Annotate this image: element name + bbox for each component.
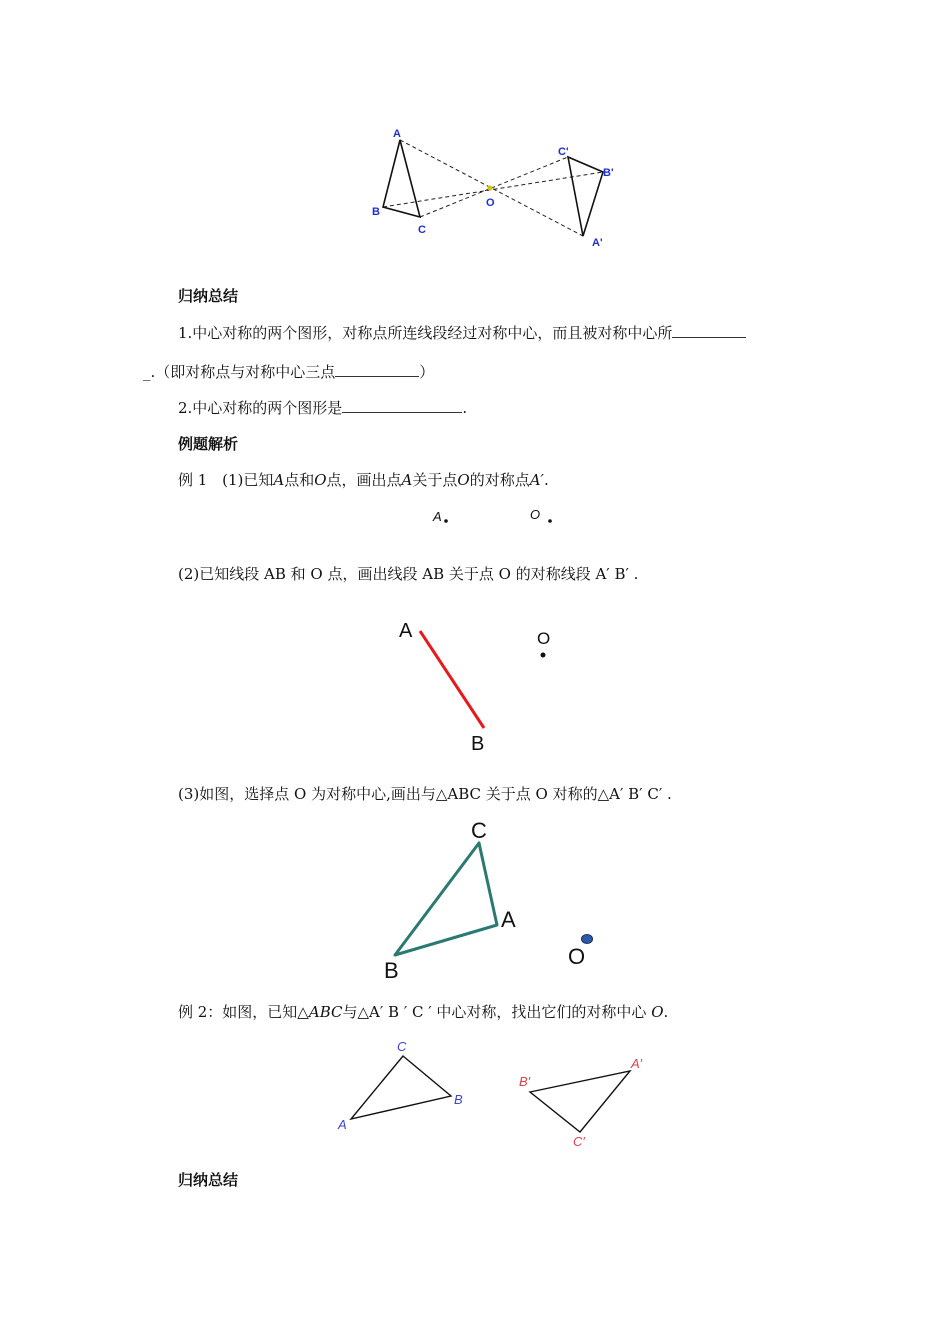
example-1-part-2: (2)已知线段 AB 和 O 点，画出线段 AB 关于点 O 的对称线段 A′ B′ .: [178, 565, 639, 583]
segment-point-O: [541, 653, 546, 658]
ex1-text-c: 点，画出点: [326, 471, 402, 489]
ex2-label-C: C: [397, 1039, 407, 1054]
blank-3[interactable]: [342, 398, 462, 413]
example-2-figure: [330, 1035, 660, 1155]
ex2-var-o: O: [651, 1003, 664, 1021]
ex2-label-A: A: [338, 1117, 347, 1132]
label-B-prime: B': [603, 167, 614, 179]
point-label-A: A: [433, 509, 442, 524]
triangle-ABC: [383, 140, 420, 217]
ex1-text-f: .: [543, 471, 549, 489]
ex1-text-e: 的对称点: [469, 471, 530, 489]
ex1-text-d: 关于点: [412, 471, 458, 489]
points-A-O: [425, 505, 565, 531]
summary-heading-1: 归纳总结: [178, 287, 239, 305]
point-A: [444, 519, 448, 523]
ex1-var-a-prime: A′: [529, 471, 544, 489]
center-point-O: [488, 186, 493, 191]
label-A-prime: A': [592, 237, 603, 249]
summary-item-2: [178, 398, 467, 418]
blank-1[interactable]: [672, 323, 746, 338]
label-C-prime: C': [558, 146, 569, 158]
example-2: [178, 1002, 668, 1022]
tri-label-C: C: [471, 818, 487, 843]
summary-item-1-cont-text: _.（即对称点与对称中心三点: [143, 363, 336, 381]
segment-figure: [390, 615, 570, 760]
tri-label-O: O: [568, 944, 586, 969]
ex2-text-a: 例 2：如图，已知△: [178, 1003, 309, 1021]
label-C: C: [418, 224, 426, 236]
tri-label-A: A: [501, 907, 516, 932]
ex1-var-o2: O: [457, 471, 470, 489]
ex2-label-A-prime: A′: [631, 1056, 643, 1071]
ex2-text-b: 与△A′ B ′ C ′ 中心对称，找出它们的对称中心: [342, 1003, 647, 1021]
summary-item-1-cont-end: ）: [419, 363, 435, 381]
triangle-ABC-left: [351, 1056, 451, 1119]
tri-point-O: [582, 935, 593, 944]
triangle-A-prime-right: [530, 1071, 630, 1132]
summary-item-1-continued: [143, 362, 434, 382]
ex1-text-b: 点和: [284, 471, 315, 489]
summary-item-2-end: .: [462, 399, 468, 417]
segment-label-A: A: [399, 620, 413, 642]
ex1-text-a: (1)已知: [222, 471, 274, 489]
ex2-label-B: B: [454, 1092, 463, 1107]
ex2-var-abc: ABC: [308, 1003, 343, 1021]
label-O: O: [486, 197, 495, 209]
point-label-O: O: [530, 507, 541, 522]
ex2-text-c: .: [663, 1003, 669, 1021]
ex1-var-a: A: [273, 471, 285, 489]
ex2-label-C-prime: C′: [573, 1134, 585, 1149]
blank-2[interactable]: [335, 362, 419, 377]
label-A: A: [393, 128, 401, 140]
ex2-label-B-prime: B′: [519, 1074, 531, 1089]
examples-heading: 例题解析: [178, 435, 239, 453]
ex1-var-a2: A: [401, 471, 413, 489]
example-1-label: 例 1: [178, 471, 208, 489]
tri-label-B: B: [384, 958, 399, 983]
segment-label-B: B: [471, 733, 485, 755]
summary-item-1: [178, 323, 746, 343]
triangle-figure: [375, 812, 615, 987]
summary-item-2-text: 2.中心对称的两个图形是: [178, 399, 343, 417]
summary-heading-2: 归纳总结: [178, 1171, 239, 1189]
segment-label-O: O: [537, 629, 551, 648]
example-1-part-1: [178, 470, 549, 490]
ex1-var-o: O: [314, 471, 327, 489]
point-O: [548, 519, 552, 523]
example-1-part-3: (3)如图，选择点 O 为对称中心,画出与△ABC 关于点 O 对称的△A′ B′ C′ .: [178, 785, 672, 803]
triangle-A-prime: [568, 157, 603, 236]
symmetry-figure-1: [360, 120, 630, 260]
segment-AB: [420, 631, 484, 728]
label-B: B: [372, 206, 380, 218]
summary-item-1-text: 1.中心对称的两个图形，对称点所连线段经过对称中心，而且被对称中心所: [178, 324, 673, 342]
triangle-ABC-teal: [395, 843, 497, 955]
